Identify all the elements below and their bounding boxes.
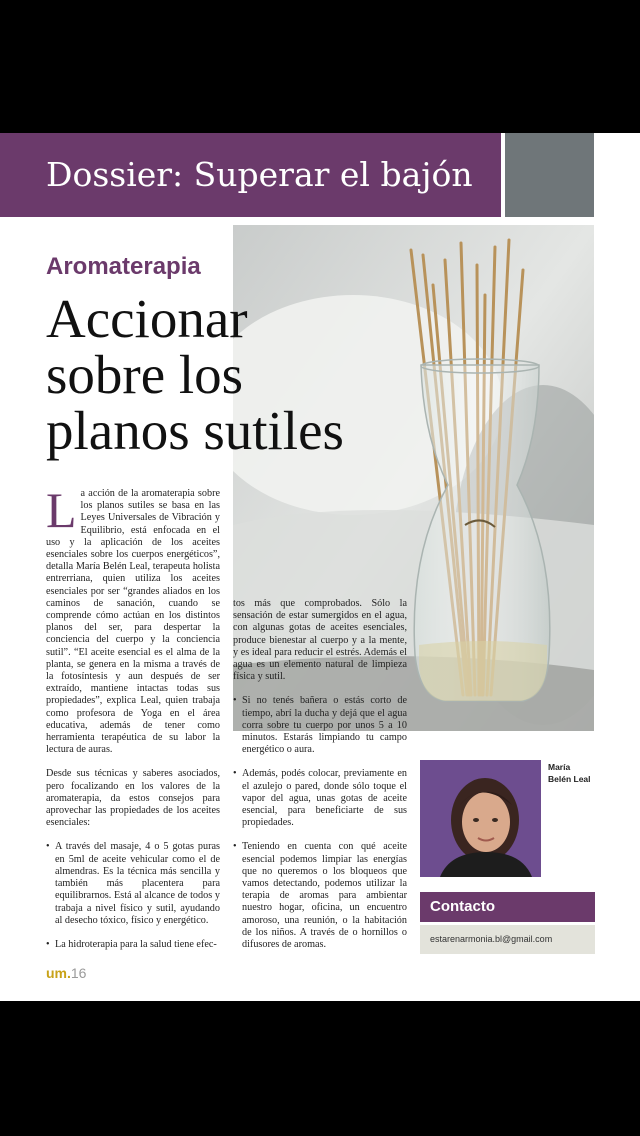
tips-intro-paragraph: Desde sus técnicas y saberes asociados, pero focalizando en los valores de la aromaterapia, da estos consejos para aprovechar las propiedades de los aceites esenciales: (46, 768, 220, 829)
article-column-2 (233, 598, 407, 963)
article-headline (46, 288, 406, 461)
contact-heading: Contacto (430, 898, 495, 915)
tip-item: • Teniendo en cuenta con qué aceite esencial podemos limpiar las energías que no queremos o los bloqueos que vamos detectando, podemos utilizar la terapia de aromas para ambientar nuestro hogar, oficina, un encuentro amoroso, una reunión, o la habitación de los niños. A través de o hornillos o difusores de aromas. (233, 841, 407, 951)
headline-line: sobre los (46, 344, 244, 405)
headline-line: planos sutiles (46, 400, 344, 461)
drop-cap: L (46, 482, 77, 538)
page-folio (46, 965, 86, 981)
caption-line: María (548, 762, 571, 772)
section-banner (0, 133, 501, 217)
tip-item: • La hidroterapia para la salud tiene efec- (46, 939, 220, 951)
tip-item: • A través del masaje, 4 o 5 gotas puras en 5ml de aceite vehicular como el de almendras. Es la técnica más sencilla y también más placentera para equilibrarnos. Está al alcance de todos y trabaja a nivel físico y sutil, ayudando al desecho tóxico, físico y energético. (46, 841, 220, 926)
headline-line: Accionar (46, 288, 248, 349)
contact-box (420, 925, 595, 954)
magazine-logo: um. (46, 965, 71, 981)
tip-item-continued: tos más que comprobados. Sólo la sensación de estar sumergidos en el agua, con algunas gotas de aceites esenciales, produce bienestar al cuerpo y a la mente, y es ideal para reducir el estrés. Además el agua es un elemento natural de limpieza física y sutil. (233, 598, 407, 683)
tip-item: • Además, podés colocar, previamente en el azulejo o pared, donde sólo toque el vapor del agua, unas gotas de aceite esencial, para beneficiarte de sus propiedades. (233, 768, 407, 829)
portrait-caption (548, 761, 598, 785)
intro-paragraph (46, 482, 220, 756)
article-column-1 (46, 482, 220, 963)
decorative-gray-block (505, 133, 594, 217)
author-portrait (420, 760, 541, 877)
caption-line: Belén Leal (548, 774, 591, 784)
contact-email[interactable]: estarenarmonia.bl@gmail.com (430, 934, 553, 944)
section-title: Dossier: Superar el bajón (46, 155, 473, 194)
intro-text: a acción de la aromaterapia sobre los planos sutiles se basa en las Leyes Universales de Vibración y Equilibrio, está enfocada en el uso y la aplicación de los aceites esenciales sobre los cuerpos energéticos”, detalla María Belén Leal, terapeuta holista entrerriana, quien utiliza los aceites esenciales por ser “grandes aliados en los caminos de sanación, cuando se comprende cómo actúan en los distintos planos del ser, para despertar la conciencia del cuerpo y la conciencia sutil”. “El aceite esencial es el alma de la planta, se genera en la misma a través de la fotosíntesis y aun después de ser extraído, mantiene intactas todas sus propiedades”, explica Leal, quien trabaja como profesora de Yoga en el área educativa, además de tener como herramienta terapéutica de su labor la lectura de auras. (46, 488, 220, 756)
tips-list (46, 841, 220, 951)
magazine-page (0, 133, 640, 1001)
tip-item: • Si no tenés bañera o estás corto de tiempo, abrí la ducha y dejá que el agua corra sobre tu cuerpo por unos 5 a 10 minutos. Estarás limpiando tu campo energético o aura. (233, 695, 407, 756)
tips-list-continued (233, 598, 407, 951)
article-kicker: Aromaterapia (46, 253, 201, 280)
contact-heading-box (420, 892, 595, 922)
page-number: 16 (70, 965, 87, 981)
